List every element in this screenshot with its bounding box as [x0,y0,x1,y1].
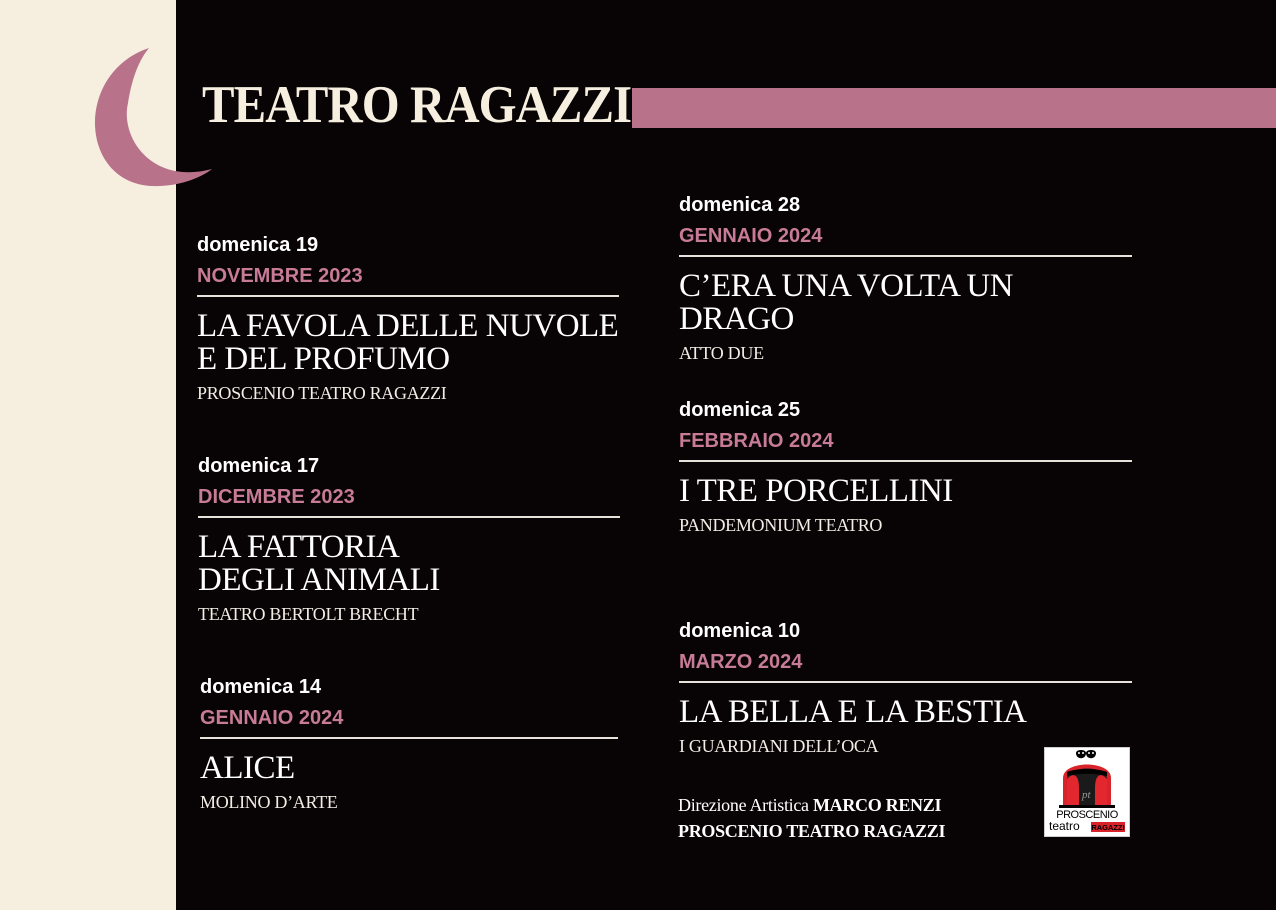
event-show-title: LA FAVOLA DELLE NUVOLE E DEL PROFUMO [197,308,619,377]
company-line [678,818,945,844]
event-item [679,398,1132,536]
event-divider [679,255,1132,257]
event-day: domenica 10 [679,620,801,642]
proscenio-theater-logo-icon [1045,748,1129,836]
event-item [679,193,1132,364]
event-divider [679,681,1132,683]
event-company: ATTO DUE [679,343,764,363]
event-show-title: I TRE PORCELLINI [679,473,953,509]
event-show-title: ALICE [200,750,295,786]
event-show-title: LA FATTORIA DEGLI ANIMALI [198,529,440,598]
event-item [200,675,618,813]
event-day: domenica 17 [198,455,320,477]
event-day: domenica 19 [197,234,319,256]
event-item [198,454,620,625]
event-divider [198,516,620,518]
event-divider [200,737,618,739]
title-accent-bar [632,88,1276,128]
direction-line [678,792,945,818]
event-day: domenica 28 [679,194,801,216]
event-company: I GUARDIANI DELL’OCA [679,736,879,756]
event-company: PROSCENIO TEATRO RAGAZZI [197,383,447,403]
page-title: TEATRO RAGAZZI [202,76,632,134]
event-month: GENNAIO 2024 [679,225,823,247]
company-name: PROSCENIO TEATRO RAGAZZI [678,821,946,841]
event-day: domenica 25 [679,399,801,421]
logo-badge: RAGAZZI [1091,823,1125,832]
crescent-moon-icon [94,48,214,188]
proscenio-logo [1044,747,1130,837]
event-show-title: LA BELLA E LA BESTIA [679,694,1027,730]
event-item [197,233,619,404]
event-day: domenica 14 [200,676,322,698]
logo-line1: PROSCENIO [1056,809,1118,821]
director-name: MARCO RENZI [812,795,942,815]
logo-line2: teatro [1049,819,1080,833]
svg-text:pt: pt [1082,789,1091,801]
event-month: GENNAIO 2024 [200,707,344,729]
event-divider [197,295,619,297]
event-month: FEBBRAIO 2024 [679,430,834,452]
event-month: DICEMBRE 2023 [198,486,355,508]
event-month: NOVEMBRE 2023 [197,265,363,287]
event-divider [679,460,1132,462]
direction-label: Direzione Artistica [678,795,809,815]
event-company: MOLINO D’ARTE [200,792,338,812]
event-company: PANDEMONIUM TEATRO [679,515,883,535]
event-item [679,619,1132,757]
event-company: TEATRO BERTOLT BRECHT [198,604,419,624]
artistic-direction-credit [678,792,945,844]
event-month: MARZO 2024 [679,651,803,673]
event-show-title: C’ERA UNA VOLTA UN DRAGO [679,268,1013,337]
